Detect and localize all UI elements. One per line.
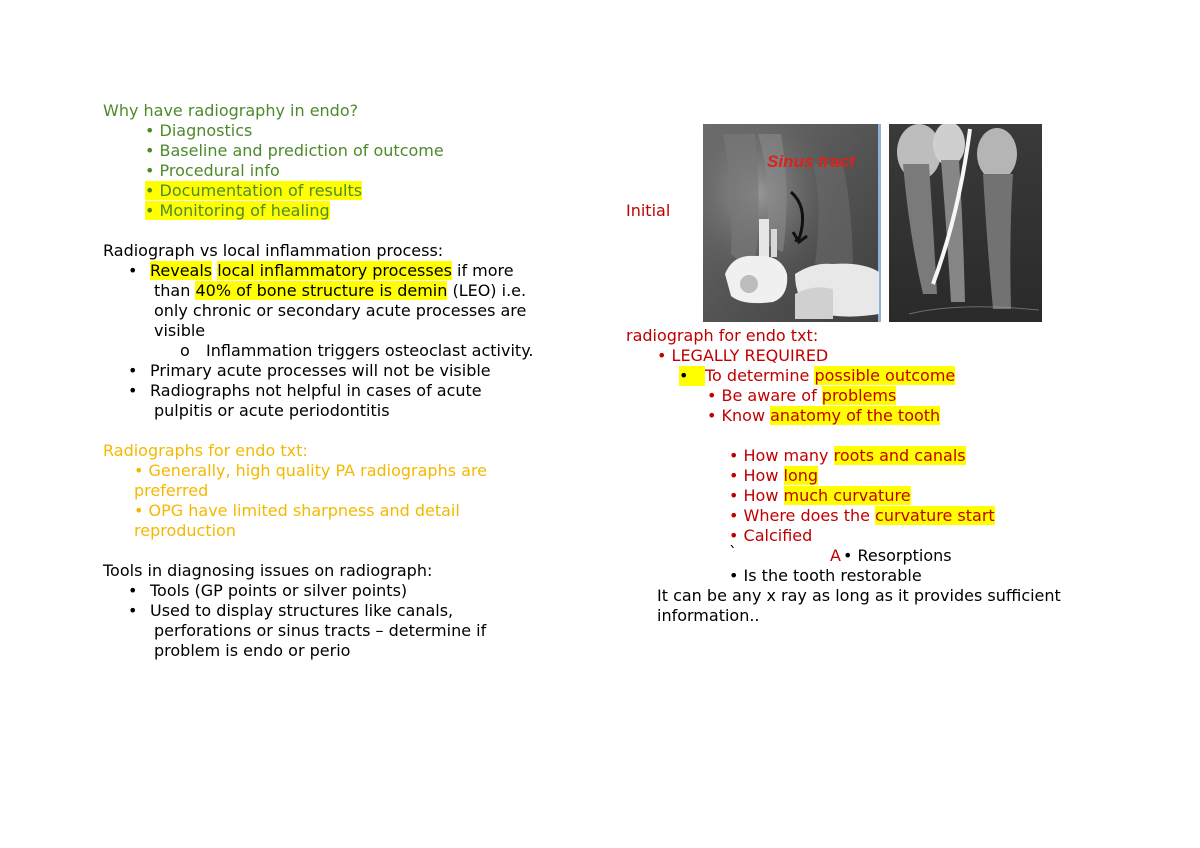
tools-item-points: • Tools (GP points or silver points) bbox=[128, 581, 408, 600]
txt-item-opg: • OPG have limited sharpness and detail bbox=[134, 501, 460, 520]
aware-problems: • Be aware of problems bbox=[707, 386, 897, 405]
endo-txt-heading: radiograph for endo txt: bbox=[626, 326, 819, 345]
how-many-roots: • How many roots and canals bbox=[729, 446, 966, 465]
vs-subitem-osteoclast: o Inflammation triggers osteoclast activity. bbox=[180, 341, 534, 360]
calcified: • Calcified bbox=[729, 526, 813, 545]
xray-image-gp-point bbox=[889, 124, 1042, 322]
determine-outcome: • To determine possible outcome bbox=[679, 366, 956, 385]
txt-item-high-quality-line2: preferred bbox=[134, 481, 209, 500]
closing-line-1: It can be any x ray as long as it provides sufficient bbox=[657, 586, 1061, 605]
xray-image-sinus-tract bbox=[703, 124, 881, 322]
vs-item-reveals: • Reveals local inflammatory processes if more bbox=[128, 261, 514, 280]
tools-item-display-line2: perforations or sinus tracts – determine if bbox=[154, 621, 487, 640]
why-heading: Why have radiography in endo? bbox=[103, 101, 359, 120]
where-curvature-start: • Where does the curvature start bbox=[729, 506, 995, 525]
sinus-tract-label: Sinus tract bbox=[767, 152, 855, 171]
tools-item-display-line3: problem is endo or perio bbox=[154, 641, 351, 660]
backtick-mark: ` bbox=[729, 543, 737, 562]
resorptions: • Resorptions bbox=[843, 546, 952, 565]
vs-item-reveals-line2: than 40% of bone structure is demin (LEO) i.e. bbox=[154, 281, 527, 300]
why-item-monitoring: • Monitoring of healing bbox=[145, 201, 330, 220]
how-much-curvature: • How much curvature bbox=[729, 486, 911, 505]
why-item-procedural: • Procedural info bbox=[145, 161, 280, 180]
vs-item-reveals-line3: only chronic or secondary acute processes are bbox=[154, 301, 527, 320]
why-item-diagnostics: • Diagnostics bbox=[145, 121, 253, 140]
why-item-documentation: • Documentation of results bbox=[145, 181, 363, 200]
closing-line-2: information.. bbox=[657, 606, 760, 625]
a-letter: A bbox=[830, 546, 841, 565]
txt-item-opg-line2: reproduction bbox=[134, 521, 236, 540]
xray-gp-graphic bbox=[889, 124, 1042, 322]
vs-item-primary: • Primary acute processes will not be visible bbox=[128, 361, 491, 380]
txt-item-high-quality: • Generally, high quality PA radiographs are bbox=[134, 461, 488, 480]
tooth-restorable: • Is the tooth restorable bbox=[729, 566, 922, 585]
vs-heading: Radiograph vs local inflammation process: bbox=[103, 241, 444, 260]
vs-item-reveals-line4: visible bbox=[154, 321, 206, 340]
initial-label: Initial bbox=[626, 201, 671, 220]
how-long: • How long bbox=[729, 466, 819, 485]
vs-item-not-helpful: • Radiographs not helpful in cases of acute bbox=[128, 381, 482, 400]
know-anatomy: • Know anatomy of the tooth bbox=[707, 406, 941, 425]
txt-heading: Radiographs for endo txt: bbox=[103, 441, 308, 460]
tools-item-display: • Used to display structures like canals, bbox=[128, 601, 454, 620]
tools-heading: Tools in diagnosing issues on radiograph: bbox=[103, 561, 433, 580]
legally-required: • LEGALLY REQUIRED bbox=[657, 346, 829, 365]
why-item-baseline: • Baseline and prediction of outcome bbox=[145, 141, 444, 160]
vs-item-not-helpful-line2: pulpitis or acute periodontitis bbox=[154, 401, 390, 420]
